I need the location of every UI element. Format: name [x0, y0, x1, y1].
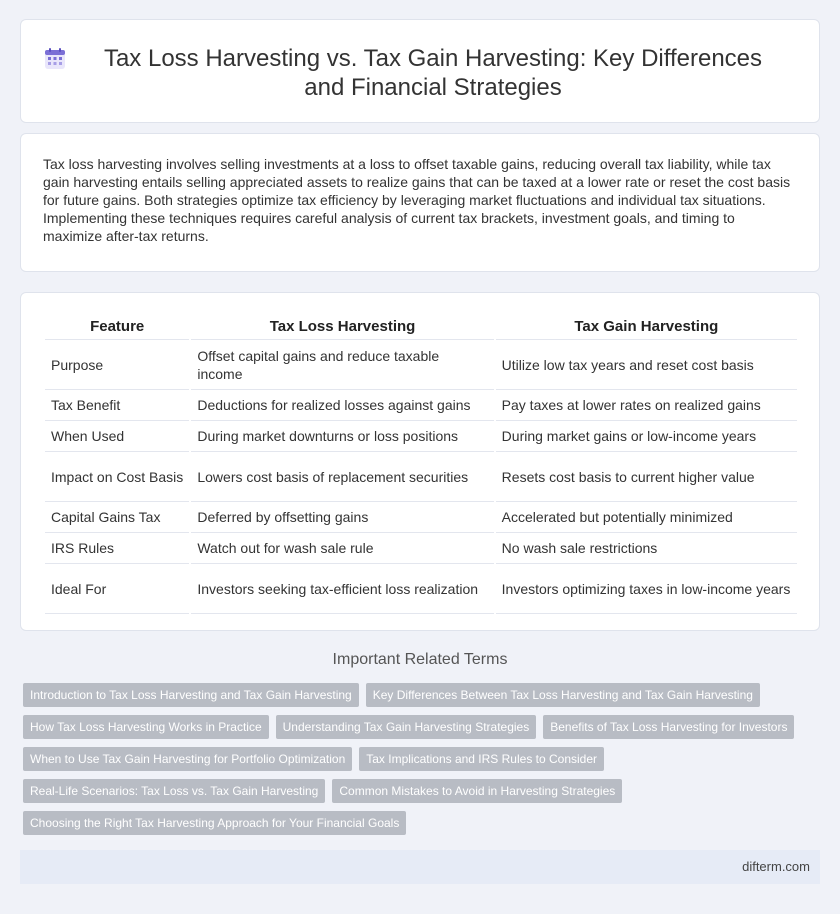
tax-gain-cell: Accelerated but potentially minimized [496, 502, 797, 533]
table-header-row [45, 315, 797, 340]
intro-card [20, 133, 820, 272]
related-term-tag[interactable]: Real-Life Scenarios: Tax Loss vs. Tax Gain Harvesting [23, 779, 325, 803]
tax-gain-cell: During market gains or low-income years [496, 421, 797, 452]
related-terms-title: Important Related Terms [332, 651, 508, 668]
tax-loss-cell: Offset capital gains and reduce taxable income [191, 340, 493, 390]
related-term-tag[interactable]: Introduction to Tax Loss Harvesting and Tax Gain Harvesting [23, 683, 359, 707]
page-title: Tax Loss Harvesting vs. Tax Gain Harvesting: Key Differences and Financial Strategies [103, 45, 763, 101]
related-terms-list [23, 683, 823, 835]
feature-cell: Impact on Cost Basis [45, 452, 189, 502]
table-row [45, 452, 797, 502]
footer-bar [20, 850, 820, 884]
feature-cell: Capital Gains Tax [45, 502, 189, 533]
tax-loss-cell: Lowers cost basis of replacement securities [191, 452, 493, 502]
related-term-tag[interactable]: Key Differences Between Tax Loss Harvesting and Tax Gain Harvesting [366, 683, 760, 707]
intro-paragraph: Tax loss harvesting involves selling investments at a loss to offset taxable gains, reducing overall tax liability, while tax gain harvesting entails selling appreciated assets to realize gains that can be taxed at a lower rate or reset the cost basis for future gains. Both strategies optimize tax efficiency by leveraging market fluctuations and individual tax situations. Implementing these techniques requires careful analysis of current tax brackets, investment goals, and timing to maximize after-tax returns. [43, 156, 791, 244]
table-row [45, 533, 797, 564]
tax-gain-cell: Pay taxes at lower rates on realized gains [496, 390, 797, 421]
tax-loss-cell: Deferred by offsetting gains [191, 502, 493, 533]
tax-loss-cell: During market downturns or loss positions [191, 421, 493, 452]
tax-gain-cell: Investors optimizing taxes in low-income years [496, 564, 797, 614]
related-term-tag[interactable]: Benefits of Tax Loss Harvesting for Investors [543, 715, 794, 739]
table-row [45, 421, 797, 452]
comparison-table [43, 315, 799, 614]
tax-gain-cell: Resets cost basis to current higher value [496, 452, 797, 502]
comparison-table-card [20, 292, 820, 631]
related-term-tag[interactable]: Tax Implications and IRS Rules to Consider [359, 747, 604, 771]
column-header-tax-loss: Tax Loss Harvesting [191, 315, 493, 340]
tax-loss-cell: Watch out for wash sale rule [191, 533, 493, 564]
feature-cell: When Used [45, 421, 189, 452]
related-term-tag[interactable]: Choosing the Right Tax Harvesting Approach for Your Financial Goals [23, 811, 406, 835]
feature-cell: Purpose [45, 340, 189, 390]
related-term-tag[interactable]: Common Mistakes to Avoid in Harvesting Strategies [332, 779, 622, 803]
feature-cell: Ideal For [45, 564, 189, 614]
feature-cell: Tax Benefit [45, 390, 189, 421]
header-card [20, 19, 820, 123]
table-row [45, 502, 797, 533]
tax-loss-cell: Investors seeking tax-efficient loss realization [191, 564, 493, 614]
related-term-tag[interactable]: Understanding Tax Gain Harvesting Strategies [276, 715, 537, 739]
feature-cell: IRS Rules [45, 533, 189, 564]
column-header-tax-gain: Tax Gain Harvesting [496, 315, 797, 340]
table-row [45, 390, 797, 421]
column-header-feature: Feature [45, 315, 189, 340]
tax-gain-cell: Utilize low tax years and reset cost basis [496, 340, 797, 390]
table-row [45, 564, 797, 614]
tax-gain-cell: No wash sale restrictions [496, 533, 797, 564]
footer-site-link[interactable]: difterm.com [742, 859, 810, 874]
related-term-tag[interactable]: When to Use Tax Gain Harvesting for Portfolio Optimization [23, 747, 352, 771]
related-term-tag[interactable]: How Tax Loss Harvesting Works in Practice [23, 715, 269, 739]
table-row [45, 340, 797, 390]
tax-loss-cell: Deductions for realized losses against gains [191, 390, 493, 421]
